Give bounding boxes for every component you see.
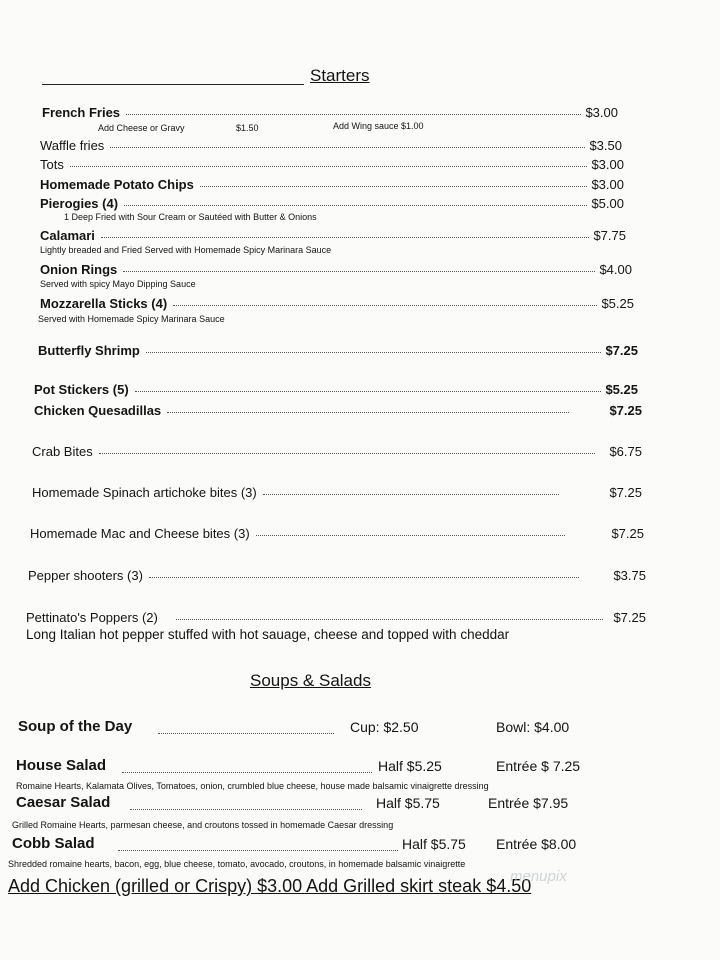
- calamari-description: Lightly breaded and Fried Served with Homemade Spicy Marinara Sauce: [40, 245, 332, 255]
- cobb-salad-description: Shredded romaine hearts, bacon, egg, blue cheese, tomato, avocado, croutons, in homemade balsamic vinaigrette: [8, 859, 466, 869]
- fries-addon-wing: Add Wing sauce $1.00: [333, 121, 424, 131]
- caesar-salad: Caesar Salad Half $5.75 Entrée $7.95: [16, 794, 569, 811]
- cobb-salad-half-price: Half $5.75: [402, 836, 466, 852]
- soup-cup-price: Cup: $2.50: [350, 719, 419, 735]
- onion-rings-description: Served with spicy Mayo Dipping Sauce: [40, 279, 196, 289]
- salad-addons: Add Chicken (grilled or Crispy) $3.00 Add Grilled skirt steak $4.50: [8, 876, 532, 896]
- fries-addon-cheese-price: $1.50: [236, 123, 259, 133]
- menu-item-potato-chips: Homemade Potato Chips $3.00: [40, 177, 624, 192]
- menu-item-spinach-artichoke-bites: Homemade Spinach artichoke bites (3) $7.25: [32, 485, 642, 500]
- menu-item-pettinatos-poppers: Pettinato's Poppers (2) $7.25: [26, 610, 646, 625]
- soups-salads-title: Soups & Salads: [250, 671, 371, 690]
- menu-item-butterfly-shrimp: Butterfly Shrimp $7.25: [38, 343, 638, 358]
- soup-bowl-price: Bowl: $4.00: [496, 719, 570, 735]
- house-salad-entree-price: Entrée $ 7.25: [496, 758, 581, 774]
- house-salad-description: Romaine Hearts, Kalamata Olives, Tomatoes, onion, crumbled blue cheese, house made balsamic vinaigrette dressing: [16, 781, 489, 791]
- menu-item-waffle-fries: Waffle fries $3.50: [40, 138, 622, 153]
- menu-item-calamari: Calamari $7.75: [40, 228, 626, 243]
- menu-item-pierogies: Pierogies (4) $5.00: [40, 196, 624, 211]
- house-salad-half-price: Half $5.25: [378, 758, 442, 774]
- menu-item-tots: Tots $3.00: [40, 157, 624, 172]
- caesar-salad-description: Grilled Romaine Hearts, parmesan cheese, and croutons tossed in homemade Caesar dressing: [12, 820, 394, 830]
- cobb-salad: Cobb Salad Half $5.75 Entrée $8.00: [12, 835, 577, 852]
- menu-item-chicken-quesadillas: Chicken Quesadillas $7.25: [34, 403, 642, 418]
- cobb-salad-entree-price: Entrée $8.00: [496, 836, 577, 852]
- caesar-salad-entree-price: Entrée $7.95: [488, 795, 569, 811]
- menu-item-french-fries: French Fries $3.00: [42, 105, 618, 120]
- poppers-description: Long Italian hot pepper stuffed with hot sauage, cheese and topped with cheddar: [26, 627, 510, 642]
- menu-item-pot-stickers: Pot Stickers (5) $5.25: [34, 382, 638, 397]
- menu-item-mac-cheese-bites: Homemade Mac and Cheese bites (3) $7.25: [30, 526, 644, 541]
- mozzarella-description: Served with Homemade Spicy Marinara Sauce: [38, 314, 225, 324]
- soup-of-the-day: Soup of the Day Cup: $2.50 Bowl: $4.00: [18, 718, 570, 735]
- starters-title: Starters: [310, 66, 370, 85]
- menu-item-pepper-shooters: Pepper shooters (3) $3.75: [28, 568, 646, 583]
- caesar-salad-half-price: Half $5.75: [376, 795, 440, 811]
- menu-item-onion-rings: Onion Rings $4.00: [40, 262, 632, 277]
- fries-addon-cheese: Add Cheese or Gravy: [98, 123, 185, 133]
- pierogies-description: 1 Deep Fried with Sour Cream or Sautéed with Butter & Onions: [64, 212, 317, 222]
- header-rule: [42, 84, 304, 85]
- menu-item-mozzarella-sticks: Mozzarella Sticks (4) $5.25: [40, 296, 634, 311]
- menu-item-crab-bites: Crab Bites $6.75: [32, 444, 642, 459]
- house-salad: House Salad Half $5.25 Entrée $ 7.25: [16, 757, 581, 774]
- watermark-text: menupix: [510, 868, 567, 885]
